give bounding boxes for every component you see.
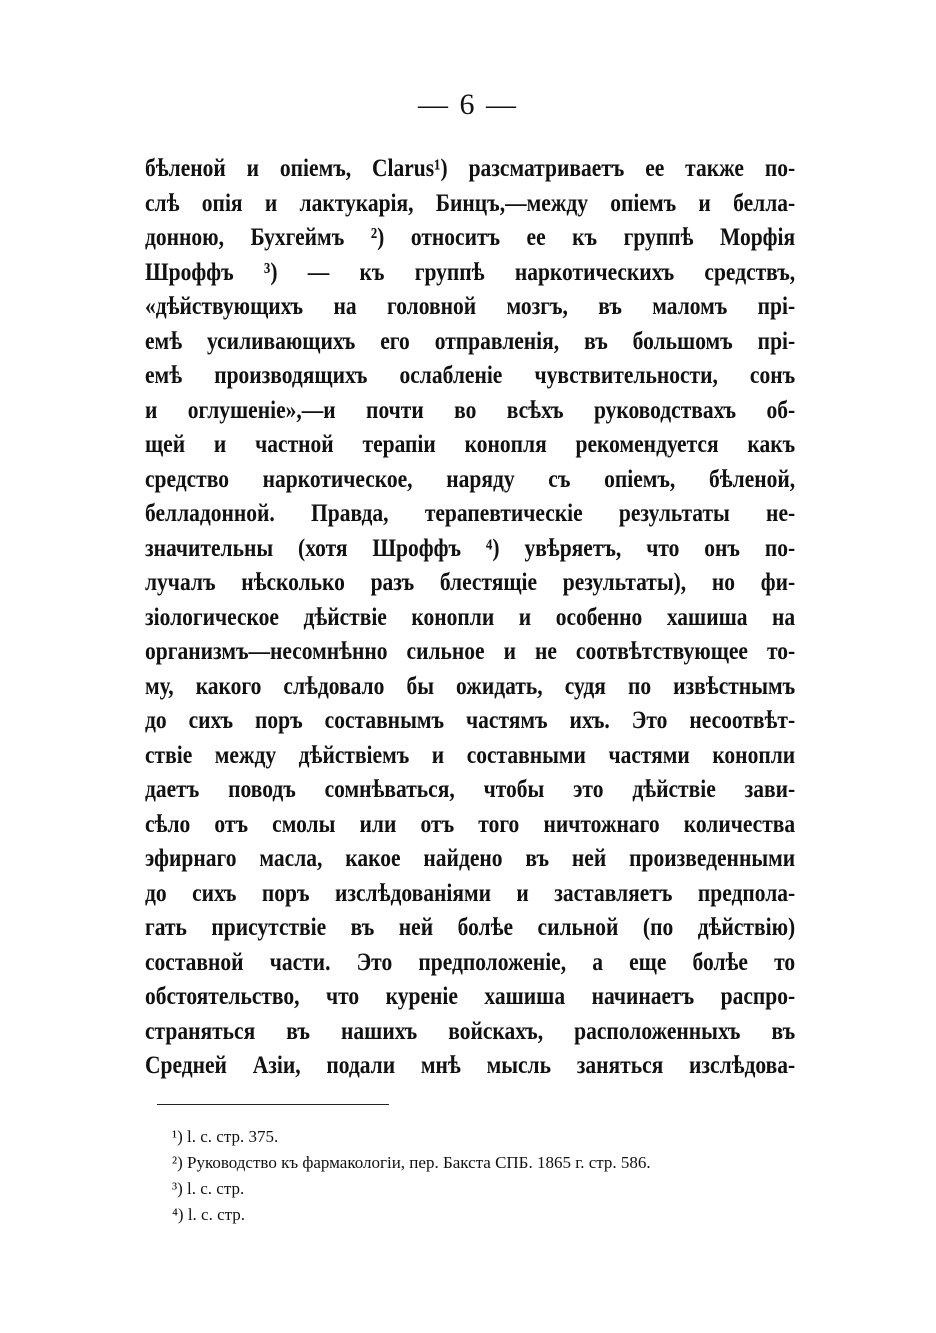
text-line: составной части. Это предположенiе, а еще болѣе то bbox=[145, 948, 796, 976]
text-line: зiологическое дѣйствiе конопли и особенно хашиша на bbox=[145, 603, 796, 631]
text-line: щей и частной терапiи конопля рекомендуется какъ bbox=[145, 431, 796, 458]
footnote: ³) l. c. стр. bbox=[172, 1179, 245, 1198]
page-number: — 6 — bbox=[418, 88, 518, 121]
body-text bbox=[145, 152, 795, 1084]
text-line: эфирнаго масла, какое найдено въ ней произведенными bbox=[145, 845, 796, 872]
text-line: Средней Азiи, подали мнѣ мысль заняться изслѣдова- bbox=[145, 1052, 796, 1079]
text-line: Шроффъ ³) — къ группѣ наркотическихъ средствъ, bbox=[145, 258, 796, 286]
text-line: гать присутствiе въ ней болѣе сильной (по дѣйствiю) bbox=[145, 914, 796, 941]
footnote: ²) Руководство къ фармакологiи, пер. Бакста СПБ. 1865 г. стр. 586. bbox=[172, 1153, 651, 1172]
text-line: и оглушенiе»,—и почти во всѣхъ руководствахъ об- bbox=[145, 396, 796, 424]
footnote: ¹) l. c. стр. 375. bbox=[172, 1127, 279, 1146]
text-line: донною, Бухгеймъ ²) относитъ ее къ группѣ Морфiя bbox=[145, 224, 796, 251]
text-line: значительны (хотя Шроффъ ⁴) увѣряетъ, что онъ по- bbox=[145, 534, 796, 562]
text-line: белладонной. Правда, терапевтическiе результаты не- bbox=[145, 500, 796, 527]
text-line: до сихъ поръ составнымъ частямъ ихъ. Это несоотвѣт- bbox=[145, 707, 796, 734]
text-line: даетъ поводъ сомнѣваться, чтобы это дѣйствiе зави- bbox=[145, 776, 796, 803]
footnote: ⁴) l. c. стр. bbox=[172, 1205, 246, 1224]
text-line: слѣ опiя и лактукарiя, Бинцъ,—между опiемъ и белла- bbox=[145, 189, 796, 217]
text-line: ствiе между дѣйствiемъ и составными частями конопли bbox=[145, 741, 796, 769]
text-line: обстоятельство, что куренiе хашиша начинаетъ распро- bbox=[145, 983, 796, 1010]
text-line: сѣло отъ смолы или отъ того ничтожнаго количества bbox=[145, 810, 796, 838]
footnote-divider bbox=[157, 1104, 389, 1105]
text-line: «дѣйствующихъ на головной мозгъ, въ маломъ прi- bbox=[145, 293, 796, 320]
footnotes bbox=[172, 1124, 812, 1228]
text-line: бѣленой и опiемъ, Clarus¹) разсматриваетъ ее также по- bbox=[145, 155, 796, 182]
text-line: до сихъ поръ изслѣдованiями и заставляетъ предпола- bbox=[145, 879, 796, 907]
text-line: средство наркотическое, наряду съ опiемъ, бѣленой, bbox=[145, 465, 796, 493]
text-line: емѣ усиливающихъ его отправленiя, въ большомъ прi- bbox=[145, 327, 796, 355]
text-line: лучалъ нѣсколько разъ блестящiе результаты), но фи- bbox=[145, 569, 796, 596]
text-line: страняться въ нашихъ войскахъ, расположенныхъ въ bbox=[145, 1017, 796, 1045]
text-line: организмъ—несомнѣнно сильное и не соотвѣтствующее то- bbox=[145, 638, 796, 665]
text-line: му, какого слѣдовало бы ожидать, судя по извѣстнымъ bbox=[145, 672, 796, 700]
text-line: емѣ производящихъ ослабленiе чувствительности, сонъ bbox=[145, 362, 796, 389]
